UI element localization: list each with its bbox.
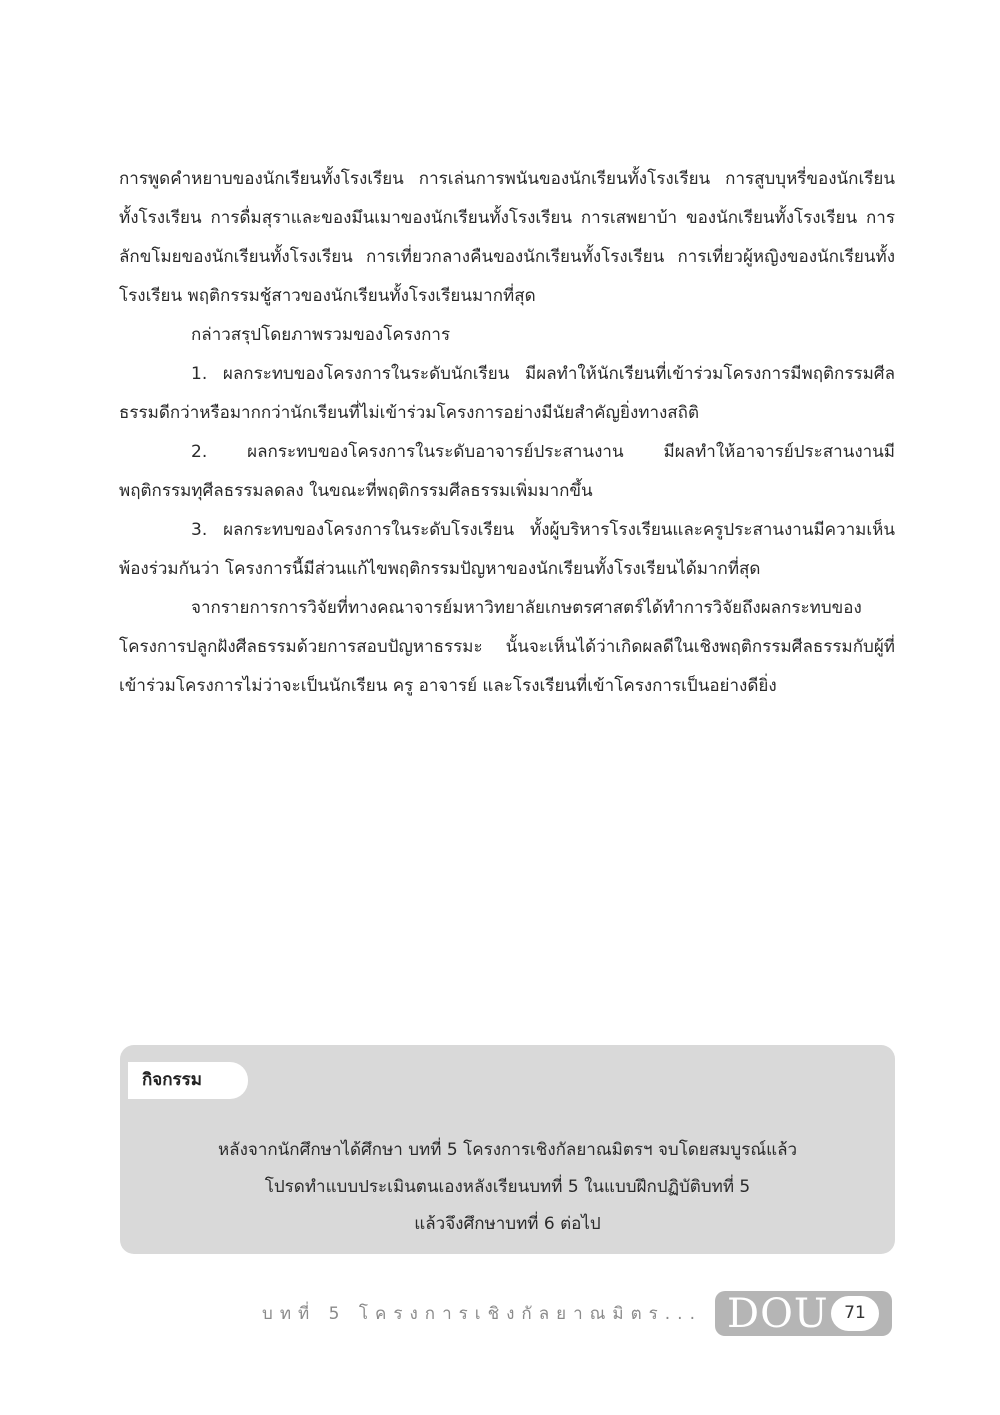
paragraph-impact-students: 1. ผลกระทบของโครงการในระดับนักเรียน มีผลทำให้นักเรียนที่เข้าร่วมโครงการมีพฤติกรรมศีลธรรมดีกว่าหรือมากกว่านักเรียนที่ไม่เข้าร่วมโครงการอย่างมีนัยสำคัญยิ่งทางสถิติ — [119, 364, 895, 423]
body-text — [119, 160, 895, 706]
paragraph-summary-heading: กล่าวสรุปโดยภาพรวมของโครงการ — [191, 325, 451, 345]
paragraph-impact-teachers: 2. ผลกระทบของโครงการในระดับอาจารย์ประสานงาน มีผลทำให้อาจารย์ประสานงานมีพฤติกรรมทุศีลธรรมลดลง ในขณะที่พฤติกรรมศีลธรรมเพิ่มมากขึ้น — [119, 442, 895, 501]
activity-line: แล้วจึงศึกษาบทที่ 6 ต่อไป — [414, 1214, 601, 1234]
footer-badge — [715, 1291, 892, 1336]
activity-label: กิจกรรม — [128, 1062, 248, 1099]
paragraph-behaviors: การพูดคำหยาบของนักเรียนทั้งโรงเรียน การเล่นการพนันของนักเรียนทั้งโรงเรียน การสูบบุหรี่ของนักเรียนทั้งโรงเรียน การดื่มสุราและของมึนเมาของนักเรียนทั้งโรงเรียน การเสพยาบ้า ของนักเรียนทั้งโรงเรียน การลักขโมยของนักเรียนทั้งโรงเรียน การเที่ยวกลางคืนของนักเรียนทั้งโรงเรียน การเที่ยวผู้หญิงของนักเรียนทั้งโรงเรียน พฤติกรรมชู้สาวของนักเรียนทั้งโรงเรียนมากที่สุด — [119, 169, 895, 306]
paragraph-conclusion: จากรายการการวิจัยที่ทางคณาจารย์มหาวิทยาลัยเกษตรศาสตร์ได้ทำการวิจัยถึงผลกระทบของโครงการปลูกฝังศีลธรรมด้วยการสอบปัญหาธรรมะ นั้นจะเห็นได้ว่าเกิดผลดีในเชิงพฤติกรรมศีลธรรมกับผู้ที่เข้าร่วมโครงการไม่ว่าจะเป็นนักเรียน ครู อาจารย์ และโรงเรียนที่เข้าโครงการเป็นอย่างดียิ่ง — [119, 598, 895, 696]
paragraph-impact-schools: 3. ผลกระทบของโครงการในระดับโรงเรียน ทั้งผู้บริหารโรงเรียนและครูประสานงานมีความเห็นพ้องร่วมกันว่า โครงการนี้มีส่วนแก้ไขพฤติกรรมปัญหาของนักเรียนทั้งโรงเรียนได้มากที่สุด — [119, 520, 895, 579]
footer-chapter-title: บทที่ 5 โครงการเชิงกัลยาณมิตร... — [262, 1304, 702, 1324]
activity-box — [120, 1045, 895, 1254]
activity-line: โปรดทำแบบประเมินตนเองหลังเรียนบทที่ 5 ในแบบฝึกปฏิบัติบทที่ 5 — [264, 1177, 751, 1197]
activity-instructions — [120, 1132, 895, 1243]
dou-logo: DOU — [727, 1291, 829, 1337]
activity-line: หลังจากนักศึกษาได้ศึกษา บทที่ 5 โครงการเชิงกัลยาณมิตรฯ จบโดยสมบูรณ์แล้ว — [217, 1140, 798, 1160]
page-footer — [0, 1288, 1000, 1338]
page-number: 71 — [831, 1296, 879, 1331]
